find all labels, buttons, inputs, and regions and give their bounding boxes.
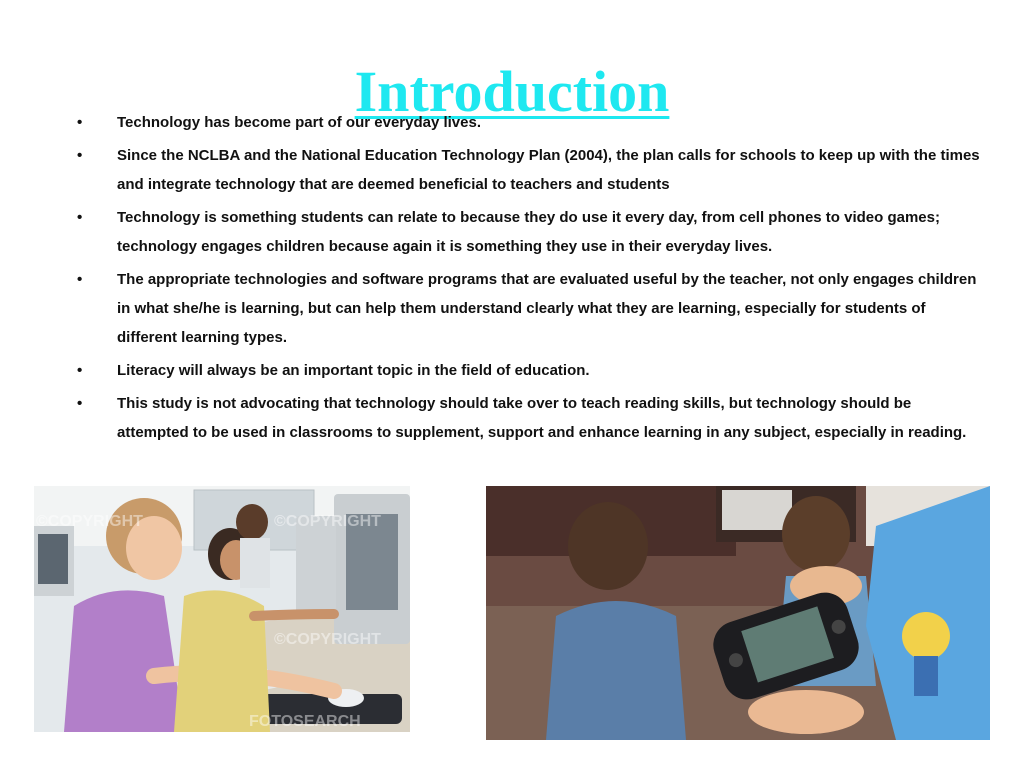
bullet-item [0, 141, 1024, 199]
svg-text:©COPYRIGHT: ©COPYRIGHT [274, 631, 381, 648]
bullet-item [0, 108, 1024, 137]
bullet-marker: • [77, 395, 83, 412]
bullet-marker: • [77, 209, 83, 226]
photo-children-at-computers-illustration [34, 486, 410, 732]
bullet-item [0, 389, 1024, 447]
svg-text:FOTOSEARCH: FOTOSEARCH [249, 713, 361, 730]
bullet-list [0, 108, 1024, 451]
bullet-text: This study is not advocating that technology should take over to teach reading skills, but technology should be attempted to be used in classrooms to supplement, support and enhance learning in any subject, especially in reading. [117, 395, 967, 441]
bullet-text: Since the NCLBA and the National Education Technology Plan (2004), the plan calls for schools to keep up with the times and integrate technology that are deemed beneficial to teachers and students [117, 147, 980, 193]
bullet-text: Literacy will always be an important topic in the field of education. [117, 362, 590, 379]
photo-children-gaming-illustration [486, 486, 990, 740]
bullet-text: Technology has become part of our everyday lives. [117, 114, 482, 131]
bullet-text: Technology is something students can relate to because they do use it every day, from cell phones to video games; technology engages children because again it is something they use in their everyday lives. [117, 209, 940, 255]
photo-children-gaming [486, 486, 990, 740]
bullet-item [0, 356, 1024, 385]
svg-text:©COPYRIGHT: ©COPYRIGHT [36, 513, 143, 530]
bullet-marker: • [77, 271, 83, 288]
svg-text:©COPYRIGHT: ©COPYRIGHT [274, 513, 381, 530]
photo-children-at-computers [34, 486, 410, 732]
bullet-item [0, 265, 1024, 352]
slide-title-text: Introduction [354, 58, 670, 124]
bullet-marker: • [77, 362, 83, 379]
bullet-text: The appropriate technologies and software programs that are evaluated useful by the teacher, not only engages children in what she/he is learning, but can help them understand clearly what they are learning, especially for students of different learning types. [117, 271, 977, 346]
bullet-marker: • [77, 147, 83, 164]
bullet-marker: • [77, 114, 83, 131]
bullet-item [0, 203, 1024, 261]
